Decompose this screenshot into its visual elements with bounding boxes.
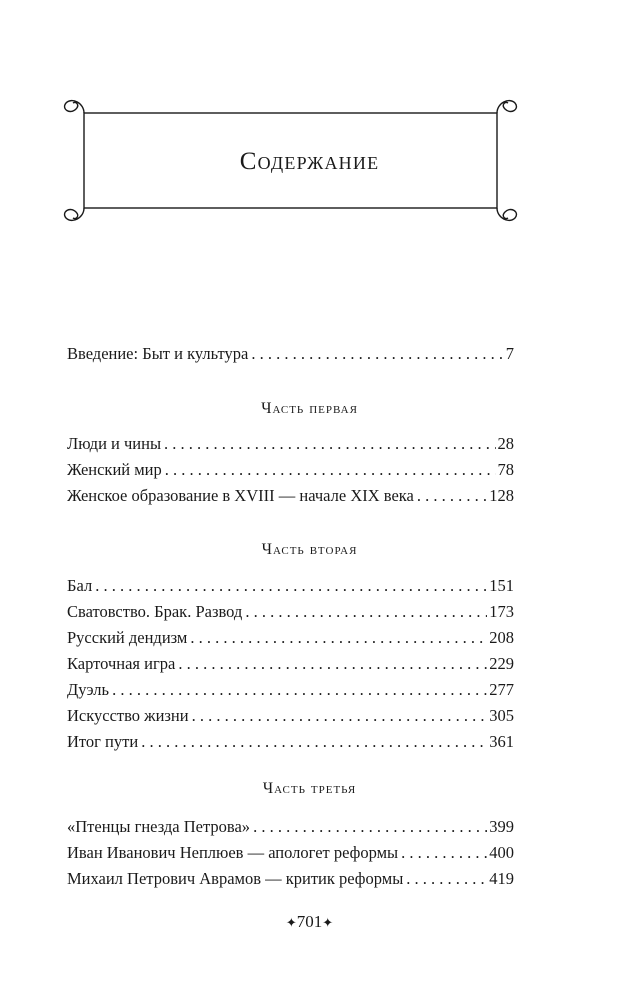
toc-part-2 — [67, 576, 514, 758]
toc-entry-page: 7 — [505, 344, 514, 363]
toc-entry — [67, 602, 514, 628]
dot-leader — [406, 869, 487, 889]
toc-entry-page: 28 — [497, 434, 514, 453]
toc-entry-title: Женский мир — [67, 460, 162, 479]
dot-leader — [165, 460, 496, 480]
toc-entry — [67, 486, 514, 512]
toc-entry-title: Сватовство. Брак. Развод — [67, 602, 243, 621]
toc-entry-title: Иван Иванович Неплюев — апологет реформы — [67, 843, 399, 862]
toc-entry — [67, 869, 514, 895]
toc-entry — [67, 344, 514, 370]
page-number — [0, 912, 619, 932]
toc-entry-title: Русский дендизм — [67, 628, 188, 647]
toc-entry-title: Женское образование в XVIII — начале XIX века — [67, 486, 414, 505]
toc-entry — [67, 680, 514, 706]
dot-leader — [253, 817, 487, 837]
toc-entry — [67, 628, 514, 654]
toc-entry-page: 277 — [489, 680, 514, 699]
toc-entry-page: 399 — [489, 817, 514, 836]
part-heading: Часть первая — [261, 400, 358, 417]
part-heading: Часть третья — [262, 780, 357, 797]
toc-entry-title: Введение: Быт и культура — [67, 344, 249, 363]
dot-leader — [141, 732, 487, 752]
toc-entry-title: Итог пути — [67, 732, 139, 751]
toc-entry-page: 229 — [489, 654, 514, 673]
star-ornament-icon: ✦ — [322, 915, 334, 930]
toc-entry-title: Бал — [67, 576, 93, 595]
toc-entry-title: Искусство жизни — [67, 706, 189, 725]
toc-entry — [67, 732, 514, 758]
toc-entry-title: Карточная игра — [67, 654, 176, 673]
page-title: Содержание — [239, 148, 380, 175]
dot-leader — [112, 680, 487, 700]
toc-part-1 — [67, 434, 514, 512]
page-number-value: 701 — [296, 912, 323, 931]
dot-leader — [251, 344, 503, 364]
toc-entry — [67, 654, 514, 680]
toc-entry-title: Люди и чины — [67, 434, 162, 453]
toc-entry-page: 400 — [489, 843, 514, 862]
dot-leader — [417, 486, 487, 506]
toc-entry — [67, 576, 514, 602]
dot-leader — [164, 434, 495, 454]
dot-leader — [178, 654, 487, 674]
toc-entry-page: 419 — [489, 869, 514, 888]
dot-leader — [190, 628, 487, 648]
toc-part-3 — [67, 817, 514, 895]
dot-leader — [245, 602, 487, 622]
toc-entry-title: Дуэль — [67, 680, 110, 699]
toc-entry-page: 305 — [489, 706, 514, 725]
toc-intro — [67, 344, 514, 370]
part-heading: Часть вторая — [261, 541, 358, 558]
toc-entry-page: 173 — [489, 602, 514, 621]
dot-leader — [95, 576, 487, 596]
toc-entry — [67, 460, 514, 486]
toc-entry — [67, 843, 514, 869]
toc-entry — [67, 434, 514, 460]
toc-entry-title: Михаил Петрович Аврамов — критик реформы — [67, 869, 404, 888]
toc-entry-page: 151 — [489, 576, 514, 595]
dot-leader — [401, 843, 487, 863]
toc-entry — [67, 706, 514, 732]
star-ornament-icon: ✦ — [285, 915, 297, 930]
toc-entry-page: 78 — [497, 460, 514, 479]
toc-entry-page: 208 — [489, 628, 514, 647]
toc-entry-title: «Птенцы гнезда Петрова» — [67, 817, 251, 836]
dot-leader — [192, 706, 488, 726]
toc-entry-page: 128 — [489, 486, 514, 505]
toc-entry — [67, 817, 514, 843]
toc-entry-page: 361 — [489, 732, 514, 751]
